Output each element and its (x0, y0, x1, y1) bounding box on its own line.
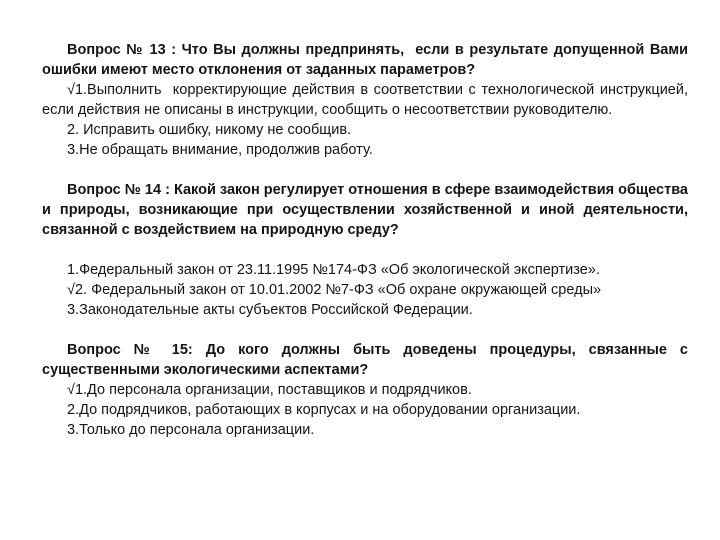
question-13-answer-option-2: 2. Исправить ошибку, никому не сообщив. (67, 122, 352, 138)
question-block-13 (42, 40, 693, 160)
question-15-title: Вопрос № 15: До кого должны быть доведены процедуры, связанные с существенными экологическими аспектами? (42, 342, 693, 378)
question-14-answer-option-3: 3.Законодательные акты субъектов Российской Федерации. (67, 302, 473, 318)
question-15-answer-option-3: 3.Только до персонала организации. (67, 422, 315, 438)
question-15-answer-option-2: 2.До подрядчиков, работающих в корпусах и на оборудовании организации. (67, 402, 581, 418)
question-14-answer-option-2: √2. Федеральный закон от 10.01.2002 №7-ФЗ «Об охране окружающей среды» (67, 282, 602, 298)
question-13-title: Вопрос № 13 : Что Вы должны предпринять, если в результате допущенной Вами ошибки имеют место отклонения от заданных параметров? (42, 42, 693, 78)
question-15-answer-option-1: √1.До персонала организации, поставщиков и подрядчиков. (67, 382, 472, 398)
question-block-15 (42, 340, 693, 440)
question-block-14 (42, 180, 693, 320)
question-14-answer-option-1: 1.Федеральный закон от 23.11.1995 №174-ФЗ «Об экологической экспертизе». (67, 262, 600, 278)
question-14-title: Вопрос № 14 : Какой закон регулирует отношения в сфере взаимодействия общества и природы, возникающие при осуществлении хозяйственной и иной деятельности, связанной с воздействием на природную среду? (42, 182, 693, 238)
question-13-answer-option-1: √1.Выполнить корректирующие действия в соответствии с технологической инструкцией, если действия не описаны в инструкции, сообщить о несоответствии руководителю. (42, 82, 693, 118)
question-13-answer-option-3: 3.Не обращать внимание, продолжив работу. (67, 142, 373, 158)
